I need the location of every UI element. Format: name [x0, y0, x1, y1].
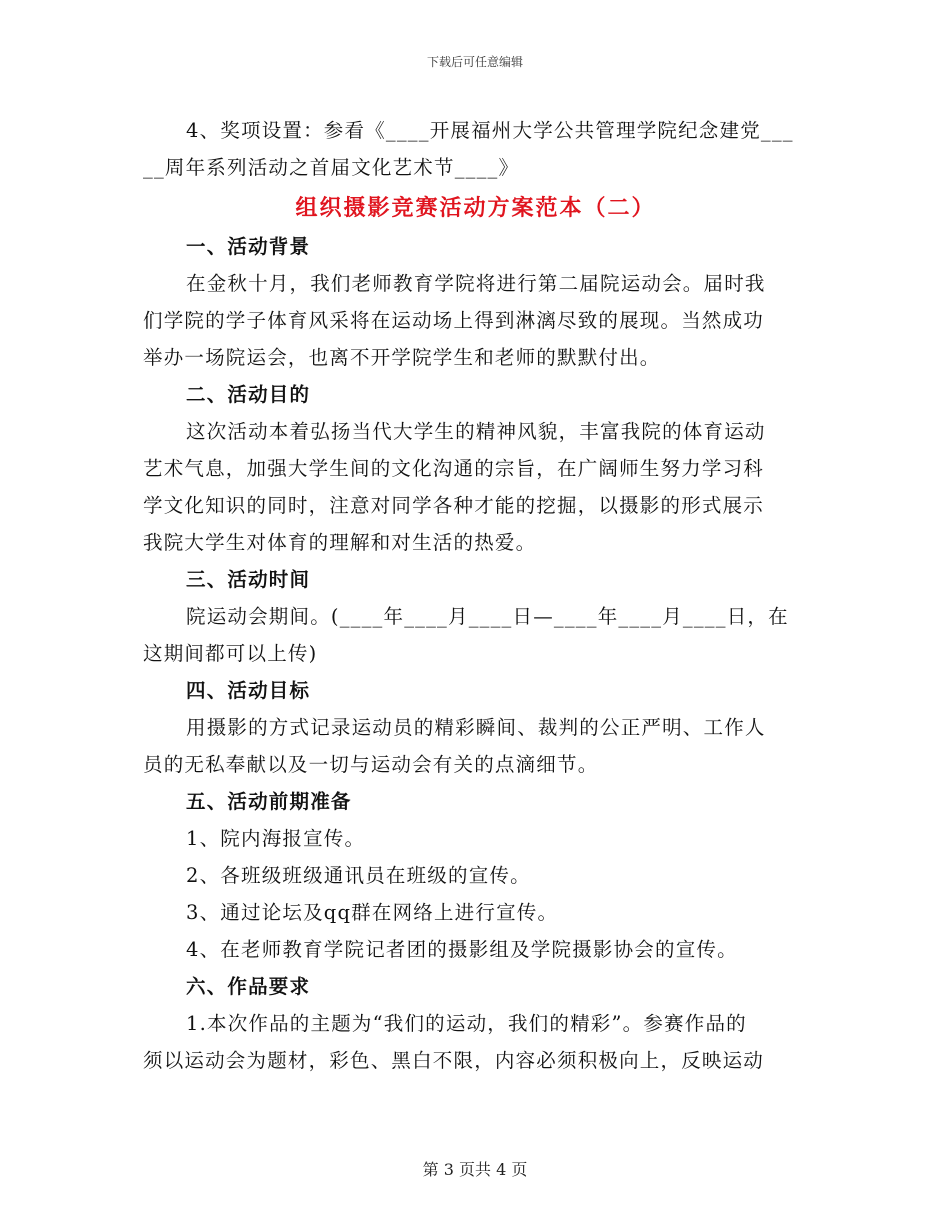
- list-item: 4、在老师教育学院记者团的摄影组及学院摄影协会的宣传。: [186, 938, 738, 961]
- section-heading-time: 三、活动时间: [186, 568, 311, 591]
- page-header-note: 下载后可任意编辑: [426, 55, 523, 69]
- list-item: 1、院内海报宣传。: [186, 827, 366, 850]
- intro-line-2: __周年系列活动之首届文化艺术节____》: [143, 156, 520, 179]
- section-heading-goal: 四、活动目标: [186, 679, 311, 702]
- section-heading-preparation: 五、活动前期准备: [186, 790, 352, 813]
- paragraph-line: 1.本次作品的主题为“我们的运动，我们的精彩”。参赛作品的: [186, 1012, 747, 1035]
- paragraph-line: 须以运动会为题材，彩色、黑白不限，内容必须积极向上，反映运动: [143, 1049, 765, 1072]
- document-title: 组织摄影竞赛活动方案范本（二）: [295, 195, 656, 221]
- paragraph-line: 这期间都可以上传): [143, 642, 318, 665]
- paragraph-line: 学文化知识的同时，注意对同学各种才能的挖掘，以摄影的形式展示: [143, 494, 765, 517]
- document-body: [143, 112, 808, 1079]
- paragraph-line: 我院大学生对体育的理解和对生活的热爱。: [143, 531, 537, 554]
- paragraph-line: 在金秋十月，我们老师教育学院将进行第二届院运动会。届时我: [186, 272, 766, 295]
- section-heading-requirements: 六、作品要求: [186, 975, 311, 998]
- paragraph-line: 举办一场院运会，也离不开学院学生和老师的默默付出。: [143, 346, 661, 369]
- paragraph-line: 这次活动本着弘扬当代大学生的精神风貌，丰富我院的体育运动: [186, 420, 766, 443]
- list-item: 3、通过论坛及qq群在网络上进行宣传。: [186, 901, 559, 924]
- paragraph-line: 院运动会期间。(____年____月____日—____年____月____日，在: [186, 605, 789, 628]
- paragraph-line: 用摄影的方式记录运动员的精彩瞬间、裁判的公正严明、工作人: [186, 716, 766, 739]
- paragraph-line: 员的无私奉献以及一切与运动会有关的点滴细节。: [143, 753, 599, 776]
- section-heading-background: 一、活动背景: [186, 235, 311, 258]
- paragraph-line: 艺术气息，加强大学生间的文化沟通的宗旨，在广阔师生努力学习科: [143, 457, 765, 480]
- page-footer-number: 第 3 页共 4 页: [422, 1160, 528, 1179]
- paragraph-line: 们学院的学子体育风采将在运动场上得到淋漓尽致的展现。当然成功: [143, 309, 765, 332]
- list-item: 2、各班级班级通讯员在班级的宣传。: [186, 864, 531, 887]
- section-heading-purpose: 二、活动目的: [186, 383, 311, 406]
- intro-line-1: 4、奖项设置：参看《____开展福州大学公共管理学院纪念建党___: [186, 119, 794, 142]
